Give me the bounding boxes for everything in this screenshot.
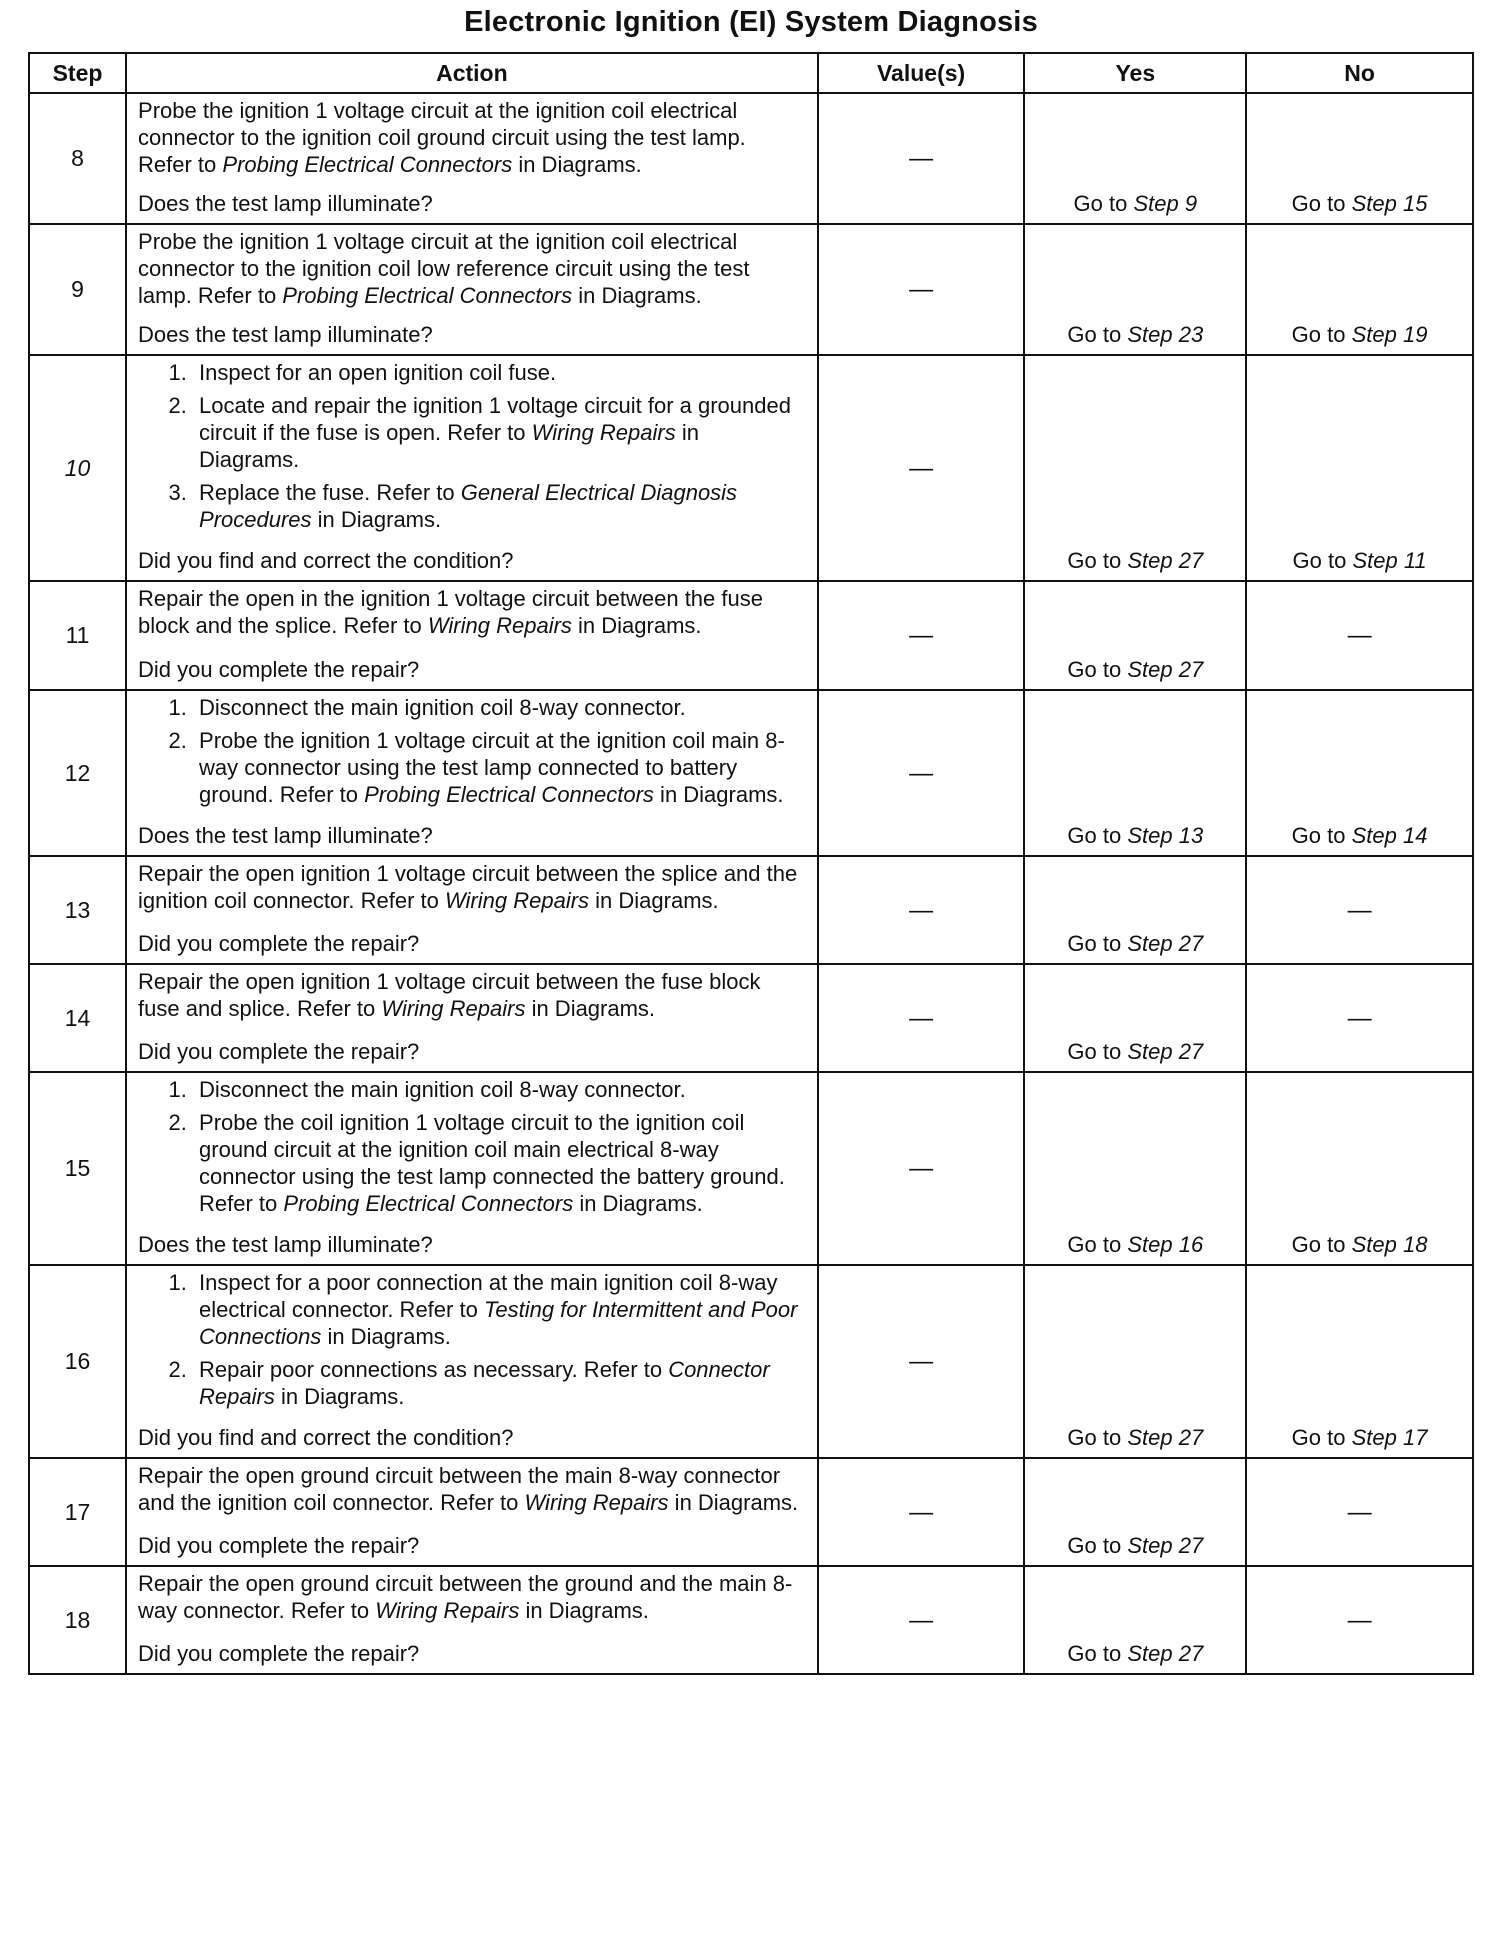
column-header-values: Value(s) [818,53,1025,93]
table-header-row [29,53,1473,93]
no-cell [1246,690,1473,856]
action-list [138,694,805,814]
action-text [138,860,805,914]
yes-step-number: 27 [1178,548,1204,573]
yes-step-number: 13 [1178,823,1204,848]
no-goto-label: Go to [1292,548,1347,573]
action-cell [126,224,818,355]
step-number: 15 [29,1072,126,1265]
no-step-word: Step [1351,823,1397,848]
yes-cell [1024,1265,1246,1458]
no-goto-label: Go to [1291,322,1346,347]
action-list-item [193,1076,805,1103]
no-cell: — [1246,856,1473,964]
no-step-word: Step [1351,1232,1397,1257]
step-number: 9 [29,224,126,355]
value-cell: — [818,856,1025,964]
yes-step-word: Step [1127,1425,1173,1450]
action-content [138,228,805,348]
text-run: in Diagrams. [668,1490,799,1515]
text-run: Inspect for a poor connection at the main ignition coil 8-way electrical connector. Refer to [199,1270,778,1322]
action-content [138,1462,805,1559]
reference-link: Probing Electrical Connectors [222,152,513,177]
table-row [29,1458,1473,1566]
value-cell: — [818,690,1025,856]
text-run: Locate and repair the ignition 1 voltage circuit for a grounded circuit if the fuse is open. Refer to [199,393,791,445]
action-list [138,1269,805,1416]
action-list-item [193,1356,805,1410]
yes-cell [1024,224,1246,355]
yes-step-number: 27 [1178,931,1204,956]
page-title: Electronic Ignition (EI) System Diagnosis [464,6,1038,38]
action-content [138,1570,805,1667]
action-content [138,1269,805,1451]
reference-link: Probing Electrical Connectors [364,782,654,807]
yes-cell [1024,93,1246,224]
reference-link: Connector Repairs [199,1357,770,1409]
no-goto-label: Go to [1291,191,1346,216]
value-cell: — [818,93,1025,224]
no-step-number: 17 [1403,1425,1428,1450]
text-run: in Diagrams. [274,1384,405,1409]
action-content [138,585,805,683]
action-content [138,860,805,957]
no-step-number: 18 [1403,1232,1428,1257]
yes-goto-label: Go to [1067,931,1122,956]
table-row [29,1566,1473,1674]
action-question: Did you find and correct the condition? [138,548,514,573]
action-cell [126,1458,818,1566]
text-run: in Diagrams. [311,507,442,532]
yes-cell [1024,1566,1246,1674]
no-cell: — [1246,1458,1473,1566]
yes-cell [1024,1072,1246,1265]
reference-link: Probing Electrical Connectors [282,283,573,308]
yes-goto-label: Go to [1067,1039,1122,1064]
text-run: Repair the open ignition 1 voltage circuit between the fuse block fuse and splice. Refer to [138,969,761,1021]
text-run: Disconnect the main ignition coil 8-way connector. [199,1077,686,1102]
text-run: Repair the open ground circuit between the main 8-way connector and the ignition coil connector. Refer to [138,1463,781,1515]
text-run: in Diagrams. [571,613,702,638]
action-cell [126,355,818,581]
yes-step-word: Step [1127,1232,1173,1257]
action-list-item [193,1109,805,1217]
no-step-word: Step [1352,548,1398,573]
action-text [138,228,805,309]
reference-link: General Electrical Diagnosis Procedures [199,480,738,532]
value-cell: — [818,355,1025,581]
yes-step-word: Step [1127,1641,1173,1666]
action-text [138,968,805,1022]
text-run: in Diagrams. [589,888,719,913]
action-question: Does the test lamp illuminate? [138,823,433,848]
yes-cell [1024,856,1246,964]
yes-cell [1024,690,1246,856]
text-run: Probe the ignition 1 voltage circuit at the ignition coil electrical connector to the ignition coil ground circuit using the test lamp. Refer to [138,98,746,177]
no-goto-label: Go to [1291,1425,1346,1450]
text-run: in Diagrams. [321,1324,451,1349]
action-content [138,1076,805,1258]
text-run: Repair the open ignition 1 voltage circuit between the splice and the ignition coil connector. Refer to [138,861,798,913]
table-row [29,856,1473,964]
yes-step-number: 27 [1178,1425,1204,1450]
no-step-word: Step [1351,1425,1397,1450]
action-question: Did you complete the repair? [138,657,420,682]
value-cell: — [818,1566,1025,1674]
yes-goto-label: Go to [1073,191,1128,216]
yes-cell [1024,355,1246,581]
no-cell [1246,224,1473,355]
action-question: Did you complete the repair? [138,931,420,956]
text-run: Repair the open ground circuit between the ground and the main 8-way connector. Refer to [138,1571,793,1623]
text-run: Inspect for an open ignition coil fuse. [199,360,557,385]
yes-cell [1024,581,1246,690]
no-step-number: 19 [1403,322,1428,347]
text-run: in Diagrams. [199,420,699,472]
diagnosis-table [28,52,1474,1675]
yes-step-word: Step [1133,191,1179,216]
no-cell [1246,1072,1473,1265]
action-text [138,1570,805,1624]
reference-link: Probing Electrical Connectors [283,1191,574,1216]
text-run: Repair the open in the ignition 1 voltage circuit between the fuse block and the splice. Refer to [138,586,763,638]
no-cell: — [1246,581,1473,690]
step-number: 14 [29,964,126,1072]
table-body [29,93,1473,1674]
yes-step-number: 27 [1178,1641,1204,1666]
value-cell: — [818,581,1025,690]
yes-step-number: 16 [1178,1232,1204,1257]
text-run: in Diagrams. [525,996,656,1021]
yes-step-number: 9 [1184,191,1198,216]
no-cell: — [1246,964,1473,1072]
action-question: Does the test lamp illuminate? [138,1232,433,1257]
reference-link: Wiring Repairs [524,1490,669,1515]
action-cell [126,1265,818,1458]
step-number: 16 [29,1265,126,1458]
table-row [29,224,1473,355]
yes-step-word: Step [1127,823,1173,848]
column-header-no: No [1246,53,1473,93]
text-run: Repair poor connections as necessary. Refer to [199,1357,669,1382]
value-cell: — [818,1265,1025,1458]
step-number: 11 [29,581,126,690]
value-cell: — [818,1458,1025,1566]
action-cell [126,964,818,1072]
reference-link: Wiring Repairs [375,1598,520,1623]
text-run: Probe the ignition 1 voltage circuit at the ignition coil electrical connector to the ignition coil low reference circuit using the test lamp. Refer to [138,229,750,308]
table-row [29,964,1473,1072]
yes-step-word: Step [1127,931,1173,956]
yes-cell [1024,964,1246,1072]
yes-step-word: Step [1127,322,1173,347]
text-run: in Diagrams. [572,283,702,308]
step-number: 10 [29,355,126,581]
action-cell [126,1072,818,1265]
action-content [138,694,805,849]
no-step-number: 15 [1403,191,1428,216]
action-question: Did you find and correct the condition? [138,1425,514,1450]
action-question: Does the test lamp illuminate? [138,191,433,216]
action-list-item [193,1269,805,1350]
action-list-item [193,479,805,533]
step-number: 8 [29,93,126,224]
yes-goto-label: Go to [1067,657,1122,682]
value-cell: — [818,224,1025,355]
no-cell [1246,1265,1473,1458]
yes-goto-label: Go to [1067,1641,1122,1666]
no-step-number: 14 [1403,823,1428,848]
action-cell [126,93,818,224]
no-goto-label: Go to [1291,1232,1346,1257]
text-run: Replace the fuse. Refer to [199,480,461,505]
yes-cell [1024,1458,1246,1566]
action-cell [126,1566,818,1674]
no-step-word: Step [1351,322,1397,347]
reference-link: Wiring Repairs [531,420,676,445]
action-list-item [193,727,805,808]
yes-goto-label: Go to [1067,823,1122,848]
text-run: in Diagrams. [512,152,642,177]
yes-goto-label: Go to [1067,1232,1122,1257]
reference-link: Testing for Intermittent and Poor Connections [199,1297,798,1349]
yes-step-number: 27 [1178,657,1204,682]
no-goto-label: Go to [1291,823,1346,848]
value-cell: — [818,1072,1025,1265]
action-text [138,97,805,178]
action-cell [126,581,818,690]
no-cell: — [1246,1566,1473,1674]
action-content [138,359,805,574]
reference-link: Wiring Repairs [427,613,572,638]
yes-goto-label: Go to [1067,548,1122,573]
column-header-yes: Yes [1024,53,1246,93]
no-cell [1246,93,1473,224]
yes-step-number: 27 [1178,1039,1204,1064]
text-run: Probe the coil ignition 1 voltage circuit to the ignition coil ground circuit at the ignition coil main electrical 8-way connector using the test lamp connected the battery ground. Refer to [199,1110,785,1216]
action-list-item [193,359,805,386]
action-question: Did you complete the repair? [138,1641,420,1666]
action-text [138,1462,805,1516]
yes-goto-label: Go to [1067,1533,1122,1558]
step-number: 12 [29,690,126,856]
yes-step-word: Step [1127,548,1173,573]
yes-step-word: Step [1127,1039,1173,1064]
action-list-item [193,392,805,473]
action-list [138,359,805,539]
yes-step-word: Step [1127,657,1173,682]
column-header-action: Action [126,53,818,93]
text-run: in Diagrams. [653,782,784,807]
text-run: in Diagrams. [573,1191,703,1216]
column-header-step: Step [29,53,126,93]
text-run: Probe the ignition 1 voltage circuit at the ignition coil main 8-way connector using the test lamp connected to battery ground. Refer to [199,728,785,807]
table-row [29,1072,1473,1265]
step-number: 13 [29,856,126,964]
value-cell: — [818,964,1025,1072]
yes-step-number: 27 [1178,1533,1204,1558]
action-content [138,968,805,1065]
yes-step-word: Step [1127,1533,1173,1558]
yes-step-number: 23 [1178,322,1204,347]
action-question: Did you complete the repair? [138,1533,420,1558]
table-row [29,355,1473,581]
no-step-number: 11 [1403,548,1427,573]
action-list-item [193,694,805,721]
step-number: 17 [29,1458,126,1566]
table-row [29,690,1473,856]
reference-link: Wiring Repairs [444,888,590,913]
action-question: Did you complete the repair? [138,1039,420,1064]
action-list [138,1076,805,1223]
no-cell [1246,355,1473,581]
yes-goto-label: Go to [1067,322,1122,347]
no-step-word: Step [1351,191,1397,216]
table-row [29,1265,1473,1458]
step-number: 18 [29,1566,126,1674]
action-cell [126,856,818,964]
table-row [29,93,1473,224]
text-run: Disconnect the main ignition coil 8-way connector. [199,695,686,720]
reference-link: Wiring Repairs [381,996,526,1021]
table-row [29,581,1473,690]
action-cell [126,690,818,856]
action-text [138,585,805,639]
text-run: in Diagrams. [519,1598,649,1623]
yes-goto-label: Go to [1067,1425,1122,1450]
action-content [138,97,805,217]
action-question: Does the test lamp illuminate? [138,322,433,347]
